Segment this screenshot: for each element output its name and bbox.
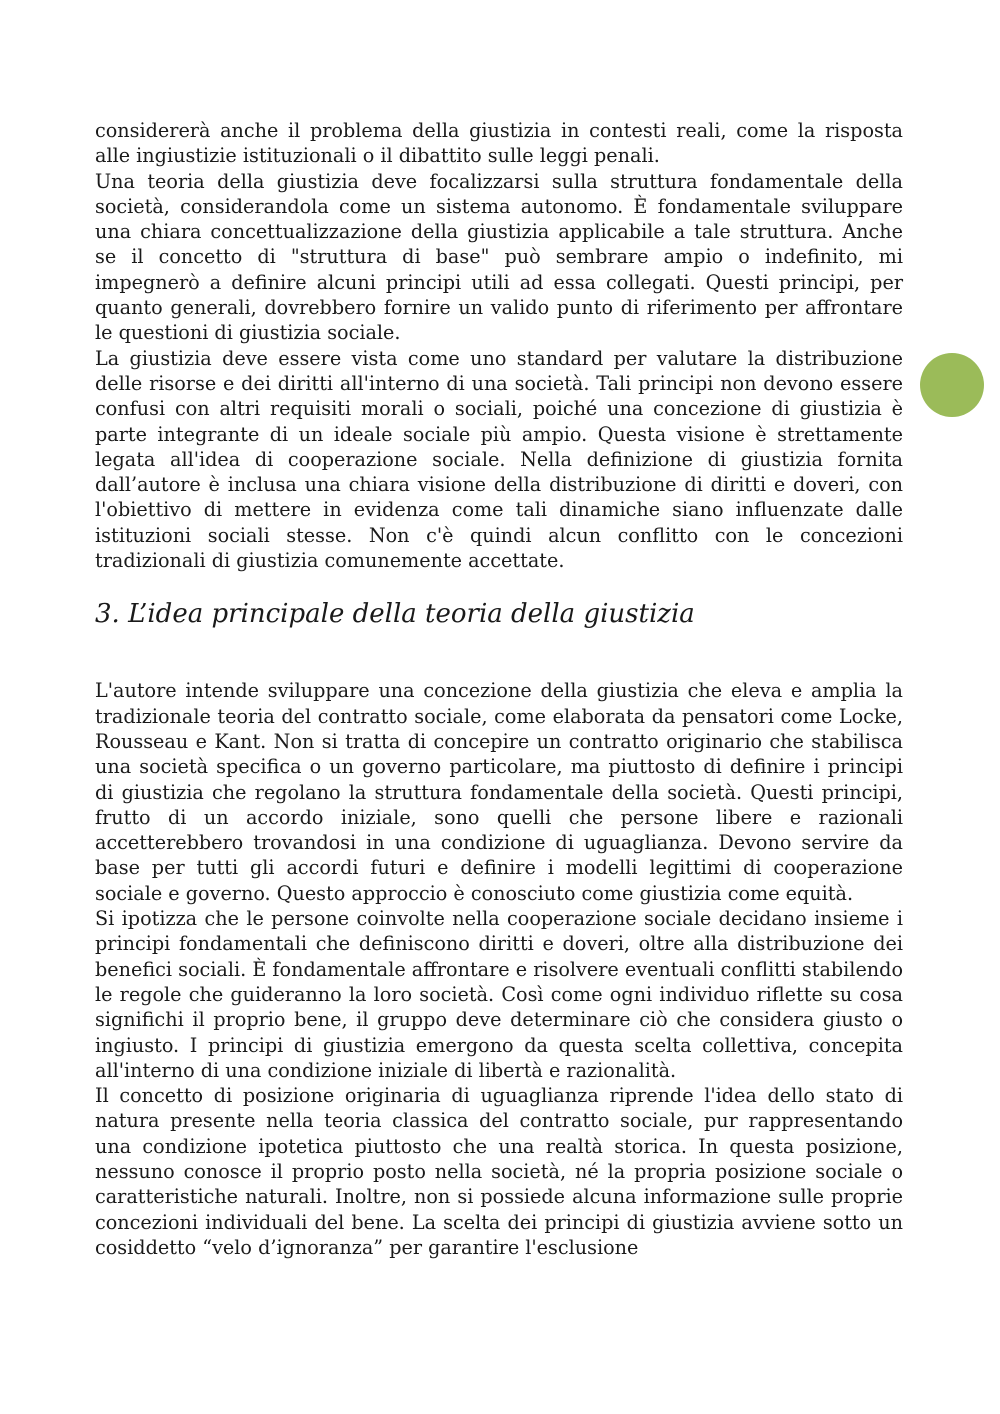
section-heading: 3. L’idea principale della teoria della giustizia — [95, 599, 695, 630]
page-body — [95, 118, 903, 1260]
paragraph-cooperation: Si ipotizza che le persone coinvolte nella cooperazione sociale decidano insieme i principi fondamentali che definiscono diritti e doveri, oltre alla distribuzione dei benefici sociali. È fondamentale affrontare e risolvere eventuali conflitti stabilendo le regole che guideranno la loro società. Così come ogni individuo riflette su cosa significhi il proprio bene, il gruppo deve determinare ciò che considera giusto o ingiusto. I principi di giustizia emergono da questa scelta collettiva, concepita all'interno di una condizione iniziale di libertà e razionalità. — [95, 907, 903, 1082]
paragraph-basic-structure: Una teoria della giustizia deve focalizzarsi sulla struttura fondamentale della società, considerandola come un sistema autonomo. È fondamentale sviluppare una chiara concettualizzazione della giustizia applicabile a tale struttura. Anche se il concetto di "struttura di base" può sembrare ampio o indefinito, mi impegnerò a definire alcuni principi utili ad essa collegati. Questi principi, per quanto generali, dovrebbero fornire un valido punto di riferimento per affrontare le questioni di giustizia sociale. — [95, 169, 903, 345]
paragraph-continuation: considererà anche il problema della giustizia in contesti reali, come la risposta alle ingiustizie istituzionali o il dibattito sulle leggi penali. — [95, 119, 903, 168]
paragraph-social-contract: L'autore intende sviluppare una concezione della giustizia che eleva e amplia la tradizionale teoria del contratto sociale, come elaborata da pensatori come Locke, Rousseau e Kant. Non si tratta di concepire un contratto originario che stabilisca una società specifica o un governo particolare, ma piuttosto di definire i principi di giustizia che regolano la struttura fondamentale della società. Questi principi, frutto di un accordo iniziale, sono quelli che persone libere e razionali accetterebbero trovandosi in una condizione di uguaglianza. Devono servire da base per tutti gli accordi futuri e definire i modelli legittimi di cooperazione sociale e governo. Questo approccio è conosciuto come giustizia come equità. — [95, 679, 903, 905]
paragraph-original-position: Il concetto di posizione originaria di uguaglianza riprende l'idea dello stato di natura presente nella teoria classica del contratto sociale, pur rappresentando una condizione ipotetica piuttosto che una realtà storica. In questa posizione, nessuno conosce il proprio posto nella società, né la propria posizione sociale o caratteristiche naturali. Inoltre, non si possiede alcuna informazione sulle proprie concezioni individuali del bene. La scelta dei principi di giustizia avviene sotto un cosiddetto “velo d’ignoranza” per garantire l'esclusione — [95, 1084, 903, 1259]
green-circle-marker — [920, 353, 984, 417]
paragraph-justice-standard: La giustizia deve essere vista come uno standard per valutare la distribuzione delle risorse e dei diritti all'interno di una società. Tali principi non devono essere confusi con altri requisiti morali o sociali, poiché una concezione di giustizia è parte integrante di un ideale sociale più ampio. Questa visione è strettamente legata all'idea di cooperazione sociale. Nella definizione di giustizia fornita dall’autore è inclusa una chiara visione della distribuzione di diritti e doveri, con l'obiettivo di mettere in evidenza come tali dinamiche siano influenzate dalle istituzioni sociali stesse. Non c'è quindi alcun conflitto con le concezioni tradizionali di giustizia comunemente accettate. — [95, 346, 903, 573]
